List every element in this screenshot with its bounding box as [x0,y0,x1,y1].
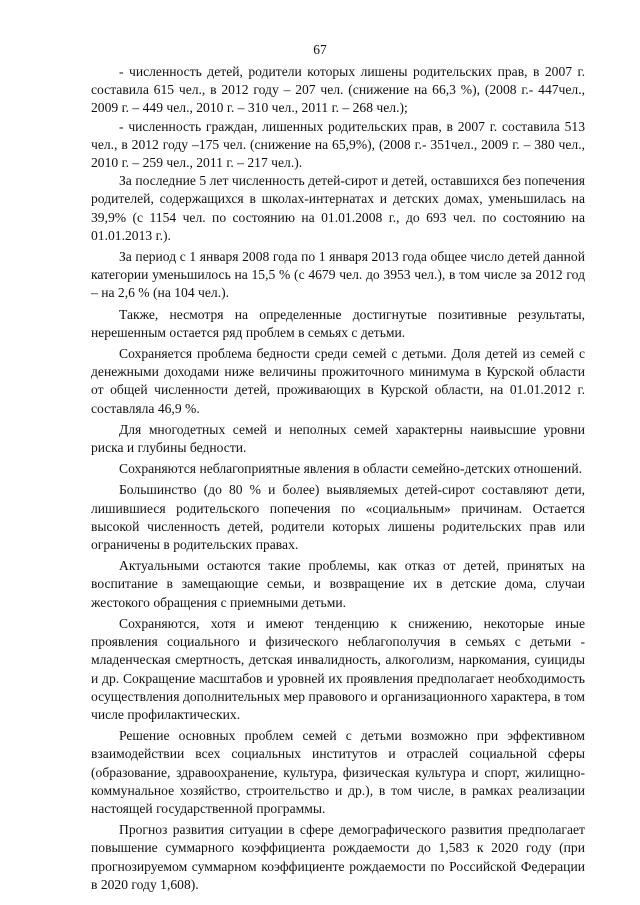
paragraph-ill-being: Сохраняются, хотя и имеют тенденцию к снижению, некоторые иные проявления социального и физического неблагополучия в семьях с детьми - младенческая смертность, детская инвалидность, алкоголизм, наркомания, суициды и др. Сокращение масштабов и уровней их проявления предполагает необходимость осуществления дополнительных мер правового и организационного характера, в том числе профилактических. [91,615,585,722]
paragraph-unfavorable-phenomena: Сохраняются неблагоприятные явления в области семейно-детских отношений. [119,461,582,477]
paragraph-period-2008-2013: За период с 1 января 2008 года по 1 января 2013 года общее число детей данной категории уменьшилось на 15,5 % (с 4679 чел. до 3953 чел.), в том числе за 2012 год – на 2,6 % (на 104 чел.). [91,249,585,301]
paragraph-poverty: Сохраняется проблема бедности среди семей с детьми. Доля детей из семей с денежными доходами ниже величины прожиточного минимума в Курской области от общей численности детей, проживающих в Курской области, на 01.01.2012 г. составляла 46,9 %. [91,346,585,416]
body-text [91,63,585,897]
paragraph-solution: Решение основных проблем семей с детьми возможно при эффективном взаимодействии всех социальных институтов и отраслей социальной сферы (образование, здравоохранение, культура, физическая культура и спорт, жилищно-коммунальное хозяйство, строительство и др.), в том числе, в рамках реализации настоящей государственной программы. [91,728,585,816]
paragraph-current-problems: Актуальными остаются такие проблемы, как отказ от детей, принятых на воспитание в замещающие семьи, и возвращение их в детские дома, случаи жестокого обращения с приемными детьми. [91,558,585,610]
page-number: 67 [313,42,327,57]
paragraph-large-families: Для многодетных семей и неполных семей характерны наивысшие уровни риска и глубины бедности. [91,421,585,456]
paragraph-unresolved-problems: Также, несмотря на определенные достигнутые позитивные результаты, нерешенным остается ряд проблем в семьях с детьми. [91,306,585,340]
paragraph-social-orphans: Большинство (до 80 % и более) выявляемых детей-сирот составляют дети, лишившиеся родительского попечения по «социальным» причинам. Остается высокой численность детей, родители которых лишены родительских прав или ограничены в родительских правах. [91,482,585,553]
paragraph-forecast: Прогноз развития ситуации в сфере демографического развития предполагает повышение суммарного коэффициента рождаемости до 1,583 к 2020 году (при прогнозируемом суммарном коэффициенте рождаемости по Российской Федерации в 2020 году 1,608). [91,822,585,892]
paragraph-orphans-boarding-schools: За последние 5 лет численность детей-сирот и детей, оставшихся без попечения родителей, содержащихся в школах-интернатах и детских домах, уменьшилась на 39,9% (с 1154 чел. по состоянию на 01.01.2008 г., до 693 чел. по состоянию на 01.01.2013 г.). [91,173,585,243]
paragraph-citizens-deprived: - численность граждан, лишенных родительских прав, в 2007 г. составила 513 чел., в 2012 году –175 чел. (снижение на 65,9%), (2008 г.- 351чел., 2009 г. – 380 чел., 2010 г. – 259 чел., 2011 г. – 217 чел.). [91,118,585,171]
paragraph-children-parents-deprived: - численность детей, родители которых лишены родительских прав, в 2007 г. составила 615 чел., в 2012 году – 207 чел. (снижение на 66,3 %), (2008 г.- 447чел., 2009 г. – 449 чел., 2010 г. – 310 чел., 2011 г. – 268 чел.); [91,64,585,116]
